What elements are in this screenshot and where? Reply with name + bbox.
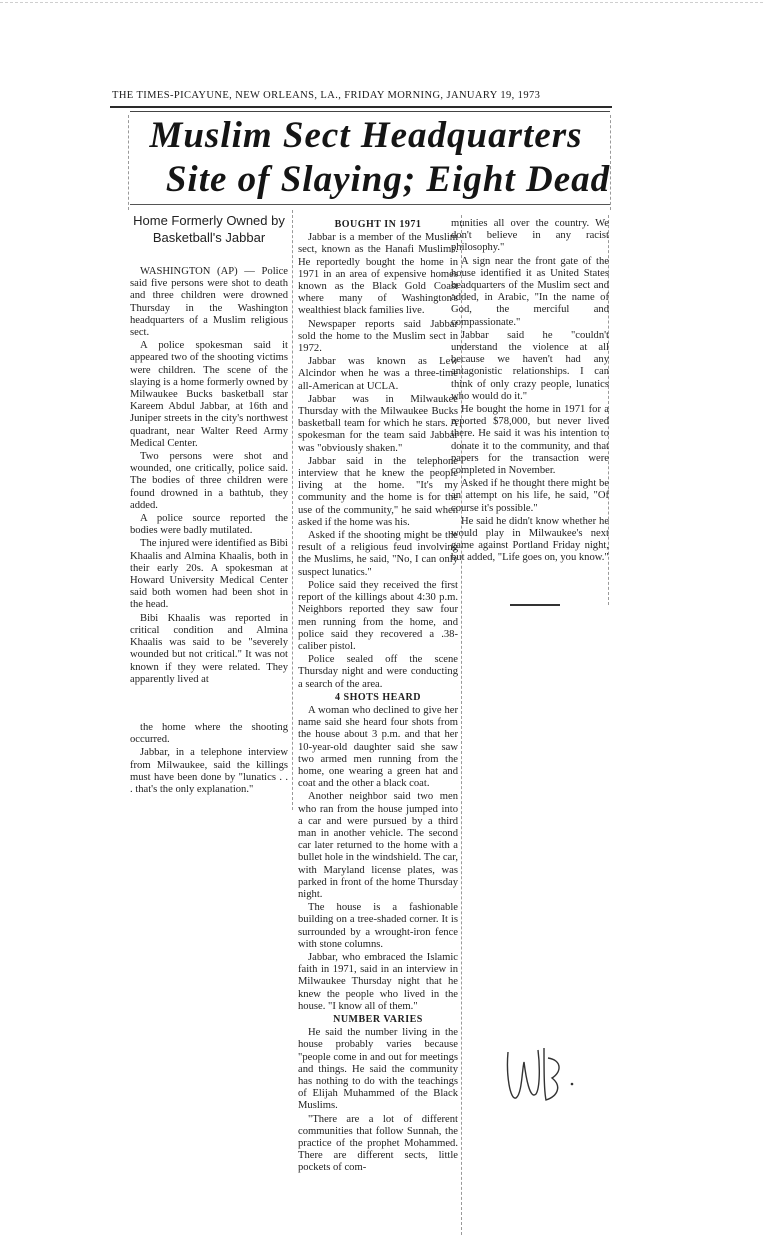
paragraph: Jabbar, in a telephone interview from Milwaukee, said the killings must have been done by "lunatics . . . that's the only explanation." xyxy=(130,747,288,796)
paragraph: The injured were identified as Bibi Khaalis and Almina Khaalis, both in their early 20s. A spokesman at Howard University Medical Center said both women had been shot in the head. xyxy=(130,538,288,611)
paragraph: Asked if he thought there might be an attempt on his life, he said, "Of course it's possible." xyxy=(451,478,609,514)
paragraph: Jabbar said in the telephone interview that he knew the people living at the home. "It's my community and the home is for the use of the community," he said when asked if the home was his. xyxy=(298,455,458,528)
clipping-edge-right xyxy=(610,115,611,210)
paragraph: A sign near the front gate of the house identified it as United States headquarters of the Muslim sect and added, in Arabic, "In the name of God, the merciful and compassionate." xyxy=(451,255,609,328)
paragraph: "There are a lot of different communities that follow Sunnah, the practice of the prophet Mohammed. There are different sects, little pockets of com- xyxy=(298,1113,458,1174)
section-subhead: BOUGHT IN 1971 xyxy=(334,219,422,230)
paragraph: Jabbar, who embraced the Islamic faith in 1971, said in an interview in Milwaukee Thursday night that he knew the people who lived in the house. "I know all of them." xyxy=(298,951,458,1012)
handwritten-initials-signature xyxy=(500,1030,590,1110)
section-subhead: NUMBER VARIES xyxy=(333,1014,423,1025)
headline-line-1: Muslim Sect Headquarters xyxy=(149,115,583,156)
paragraph: Two persons were shot and wounded, one critically, police said. The bodies of three children were found drowned in a bathtub, they added. xyxy=(130,451,288,511)
paragraph: Police said they received the first report of the killings about 4:30 p.m. Neighbors reported they saw four men running from the home, and police said they recovered a .38-caliber pistol. xyxy=(298,579,458,652)
column-divider-1 xyxy=(292,210,293,810)
paragraph: WASHINGTON (AP) — Police said five persons were shot to death and three children were drowned Thursday in the Washington headquarters of a Muslim religious sect. xyxy=(130,266,288,339)
paragraph: A woman who declined to give her name said she heard four shots from the house about 3 p.m. and that her 10-year-old daughter said she saw two armed men running from the home, one wearing a green hat and coat and the other a black coat. xyxy=(298,704,458,790)
article-column-1-continued xyxy=(130,722,288,797)
masthead-thin-rule xyxy=(130,111,610,112)
subheadline: Home Formerly Owned by Basketball's Jabbar xyxy=(133,213,285,245)
paragraph: munities all over the country. We don't believe in any racist philosophy." xyxy=(451,218,609,254)
paragraph: Jabbar is a member of the Muslim sect, known as the Hanafi Muslims. He reportedly bought the home in 1971 in an area of expensive homes known as the Black Gold Coast where many of Washington's wealthiest black families live. xyxy=(298,232,458,317)
masthead-rule xyxy=(110,106,612,108)
article-column-1 xyxy=(130,266,288,687)
paragraph: Jabbar said he "couldn't understand the violence at all because we haven't had any antagonistic relationships. I can think of only crazy people, lunatics who would do it." xyxy=(451,329,609,402)
section-subhead: 4 SHOTS HEARD xyxy=(335,691,421,703)
page-top-dashed-border xyxy=(0,2,763,3)
newspaper-dateline: THE TIMES-PICAYUNE, NEW ORLEANS, LA., FRIDAY MORNING, JANUARY 19, 1973 xyxy=(112,90,541,101)
article-column-3 xyxy=(451,218,609,566)
paragraph: Bibi Khaalis was reported in critical condition and Almina Khaalis was said to be "severely wounded but not critical." It was not known if they were related. They apparently lived at xyxy=(130,612,288,685)
headline-line-2: Site of Slaying; Eight Dead xyxy=(165,159,611,200)
paragraph: He said he didn't know whether he would play in Milwaukee's next game against Portland Friday night, but added, "Life goes on, you know." xyxy=(451,515,609,564)
paragraph: The house is a fashionable building on a tree-shaded corner. It is surrounded by a wrought-iron fence with stone columns. xyxy=(298,902,458,950)
headline-underline xyxy=(130,204,610,205)
paragraph: A police source reported the bodies were badly mutilated. xyxy=(130,513,288,537)
paragraph: Asked if the shooting might be the result of a religious feud involving the Muslims, he said, "No, I can only suspect lunatics." xyxy=(298,530,458,578)
paragraph: Jabbar was known as Lew Alcindor when he was a three-time all-American at UCLA. xyxy=(298,356,458,392)
paragraph: He bought the home in 1971 for a reported $78,000, but never lived there. He said it was his intention to donate it to the community, and that papers for the transaction were completed in November. xyxy=(451,404,609,477)
paragraph: the home where the shooting occurred. xyxy=(130,722,288,746)
paragraph: A police spokesman said it appeared two of the shooting victims were children. The scene of the slaying is a home formerly owned by Milwaukee Bucks basketball star Kareem Abdul Jabbar, at 16th and Juniper streets in the city's northwest quadrant, near Walter Reed Army Medical Center. xyxy=(130,340,288,449)
paragraph: Police sealed off the scene Thursday night and were conducting a search of the area. xyxy=(298,654,458,690)
paragraph: He said the number living in the house probably varies because "people come in and out for meetings and things. He said the community has nothing to do with the teachings of Elijah Muhammed of the Black Muslims. xyxy=(298,1027,458,1112)
article-end-mark xyxy=(510,604,560,606)
article-column-2 xyxy=(298,219,458,1176)
paragraph: Newspaper reports said Jabbar sold the home to the Muslim sect in 1972. xyxy=(298,318,458,355)
clipping-edge-left xyxy=(128,115,129,210)
paragraph: Jabbar was in Milwaukee Thursday with the Milwaukee Bucks basketball team for which he stars. A spokesman for the team said Jabbar was "obviously shaken." xyxy=(298,393,458,454)
paragraph: Another neighbor said two men who ran from the house jumped into a car and were pursued by a third man in another vehicle. The second car later returned to the home with a bullet hole in the windshield. The car, with Maryland license plates, was parked in front of the home Thursday night. xyxy=(298,791,459,900)
